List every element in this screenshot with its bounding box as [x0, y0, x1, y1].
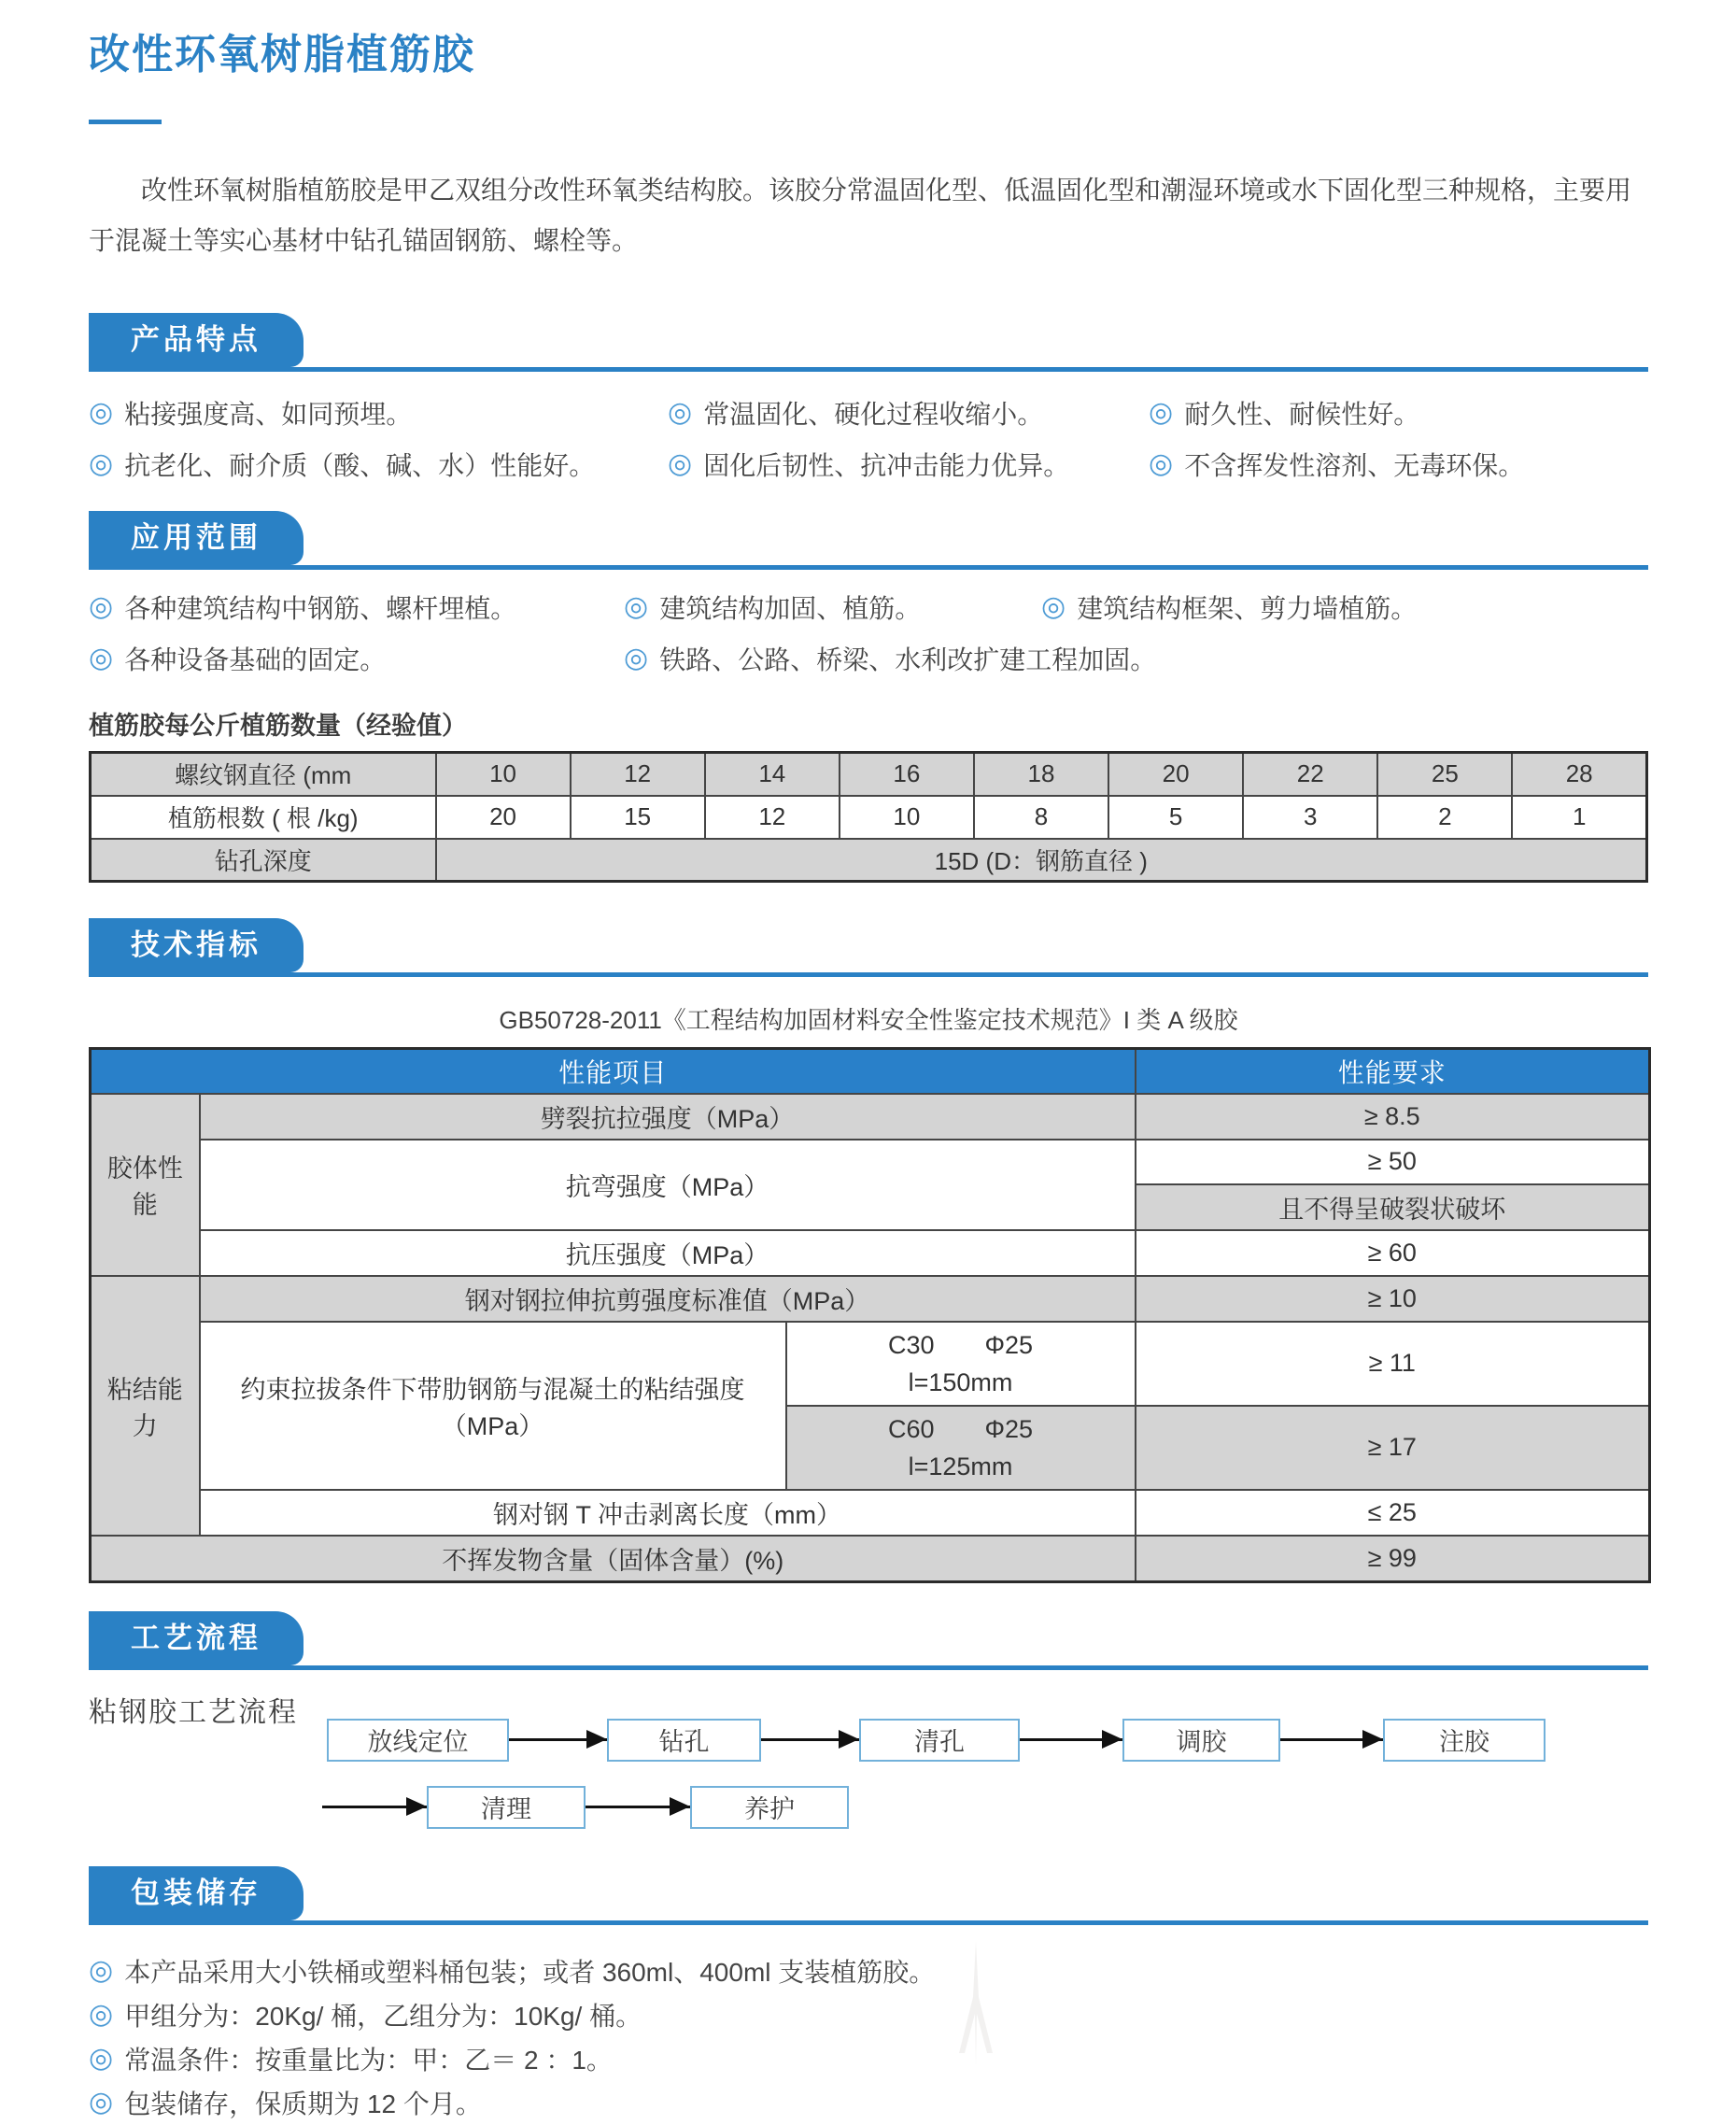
- section-badge-tech: 技术指标: [89, 918, 303, 972]
- storage-text: 包装储存，保质期为 12 个月。: [124, 2090, 482, 2118]
- table-header-row: [91, 1049, 1650, 1094]
- diameter-cell: 16: [840, 753, 974, 796]
- group-cell-bond: 粘结能力: [91, 1276, 200, 1536]
- flow-arrow-icon: [322, 1806, 427, 1808]
- bullseye-bullet-icon: ◎: [89, 1955, 114, 1986]
- count-cell: 1: [1512, 796, 1646, 839]
- table-row: [91, 839, 1647, 882]
- section-badge-storage: 包装储存: [89, 1866, 303, 1920]
- property-cell: 约束拉拔条件下带肋钢筋与混凝土的粘结强度（MPa）: [200, 1322, 786, 1490]
- requirement-cell: ≥ 60: [1136, 1230, 1650, 1276]
- list-item: [89, 2081, 1648, 2125]
- count-cell: 8: [974, 796, 1108, 839]
- diameter-cell: 12: [571, 753, 705, 796]
- property-cell: 抗弯强度（MPa）: [200, 1140, 1136, 1230]
- flow-arrow-icon: [1280, 1738, 1383, 1741]
- bullseye-bullet-icon: ◎: [668, 448, 693, 479]
- features-list: [89, 394, 1648, 483]
- count-cell: 3: [1243, 796, 1377, 839]
- process-flowchart: [89, 1683, 1648, 1840]
- bullseye-bullet-icon: ◎: [89, 448, 114, 479]
- bullseye-bullet-icon: ◎: [89, 591, 114, 622]
- header-item-cell: 性能项目: [91, 1049, 1136, 1094]
- application-text: 建筑结构框架、剪力墙植筋。: [1077, 594, 1418, 623]
- requirement-cell: ≥ 10: [1136, 1276, 1650, 1322]
- section-badge-applications: 应用范围: [89, 511, 303, 565]
- flow-arrow-icon: [509, 1738, 607, 1741]
- bullseye-bullet-icon: ◎: [668, 397, 693, 428]
- row-label-cell: 植筋根数 ( 根 /kg): [91, 796, 436, 839]
- feature-text: 耐久性、耐候性好。: [1184, 400, 1420, 429]
- section-header-storage: [89, 1866, 1648, 1925]
- storage-text: 本产品采用大小铁桶或塑料桶包装；或者 360ml、400ml 支装植筋胶。: [124, 1958, 936, 1987]
- condition-line: C60 Φ25: [887, 1414, 1034, 1443]
- flow-arrow-icon: [586, 1806, 690, 1808]
- diameter-cell: 14: [705, 753, 840, 796]
- list-item: [624, 588, 1041, 626]
- section-header-features: [89, 313, 1648, 372]
- flow-step-box: 放线定位: [327, 1719, 509, 1762]
- bullseye-bullet-icon: ◎: [89, 2087, 114, 2118]
- feature-text: 粘接强度高、如同预埋。: [124, 400, 413, 429]
- table-row: [91, 1276, 1650, 1322]
- list-item: [89, 1949, 1648, 1993]
- bullseye-bullet-icon: ◎: [1149, 397, 1174, 428]
- application-text: 各种设备基础的固定。: [124, 645, 387, 674]
- rebar-table-caption: 植筋胶每公斤植筋数量（经验值）: [89, 712, 467, 740]
- flowchart-subtitle: 粘钢胶工艺流程: [89, 1696, 298, 1728]
- storage-list: [89, 1949, 1648, 2125]
- list-item: [89, 2037, 1648, 2081]
- count-cell: 12: [705, 796, 840, 839]
- property-cell: 钢对钢拉伸抗剪强度标准值（MPa）: [200, 1276, 1136, 1322]
- list-item: [89, 1993, 1648, 2037]
- bullseye-bullet-icon: ◎: [89, 2043, 114, 2074]
- flow-step-box: 清理: [427, 1786, 586, 1829]
- requirement-cell: ≥ 99: [1136, 1536, 1650, 1582]
- property-cell: 劈裂抗拉强度（MPa）: [200, 1094, 1136, 1140]
- flow-arrow-icon: [1020, 1738, 1122, 1741]
- diameter-cell: 20: [1108, 753, 1243, 796]
- list-item: [668, 394, 1149, 432]
- bullseye-bullet-icon: ◎: [89, 1999, 114, 2030]
- applications-list: [89, 588, 1648, 677]
- list-item: [89, 446, 668, 483]
- list-item: [89, 394, 668, 432]
- count-cell: 15: [571, 796, 705, 839]
- table-row: [91, 1230, 1650, 1276]
- tech-spec-table: [89, 1047, 1651, 1583]
- table-row: [91, 796, 1647, 839]
- diameter-cell: 22: [1243, 753, 1377, 796]
- requirement-cell: ≥ 50: [1136, 1140, 1650, 1184]
- section-badge-process: 工艺流程: [89, 1611, 303, 1665]
- list-item: [1041, 588, 1648, 626]
- bullseye-bullet-icon: ◎: [1041, 591, 1066, 622]
- title-underline-dash: [89, 120, 162, 124]
- application-text: 各种建筑结构中钢筋、螺杆埋植。: [124, 594, 517, 623]
- list-item: [1149, 446, 1648, 483]
- diameter-cell: 10: [436, 753, 571, 796]
- count-cell: 10: [840, 796, 974, 839]
- table-row: [91, 1536, 1650, 1582]
- count-cell: 5: [1108, 796, 1243, 839]
- storage-text: 常温条件：按重量比为：甲：乙＝ 2 ：1。: [124, 2046, 613, 2075]
- bullseye-bullet-icon: ◎: [89, 397, 114, 428]
- flow-step-box: 注胶: [1383, 1719, 1545, 1762]
- feature-text: 抗老化、耐介质（酸、碱、水）性能好。: [124, 451, 596, 480]
- page-title: 改性环氧树脂植筋胶: [89, 32, 475, 78]
- feature-text: 不含挥发性溶剂、无毒环保。: [1184, 451, 1525, 480]
- requirement-cell: ≥ 17: [1136, 1406, 1650, 1490]
- property-cell: 不挥发物含量（固体含量）(%): [91, 1536, 1136, 1582]
- condition-line: l=125mm: [908, 1452, 1013, 1480]
- condition-line: l=150mm: [908, 1367, 1013, 1396]
- flow-step-box: 钻孔: [607, 1719, 761, 1762]
- diameter-cell: 28: [1512, 753, 1646, 796]
- bullseye-bullet-icon: ◎: [89, 643, 114, 673]
- intro-paragraph: 改性环氧树脂植筋胶是甲乙双组分改性环氧类结构胶。该胶分常温固化型、低温固化型和潮湿环境或水下固化型三种规格，主要用于混凝土等实心基材中钻孔锚固钢筋、螺栓等。: [89, 176, 1632, 255]
- header-req-cell: 性能要求: [1136, 1049, 1650, 1094]
- application-text: 建筑结构加固、植筋。: [659, 594, 922, 623]
- section-header-tech: [89, 918, 1648, 977]
- row-label-cell: 钻孔深度: [91, 839, 436, 882]
- standard-note: GB50728-2011《工程结构加固材料安全性鉴定技术规范》I 类 A 级胶: [499, 1006, 1238, 1034]
- row-label-cell: 螺纹钢直径 (mm: [91, 753, 436, 796]
- flow-step-box: 养护: [690, 1786, 849, 1829]
- flow-arrow-icon: [761, 1738, 859, 1741]
- requirement-cell: ≥ 11: [1136, 1322, 1650, 1406]
- section-header-applications: [89, 511, 1648, 570]
- bullseye-bullet-icon: ◎: [624, 591, 649, 622]
- flow-step-box: 调胶: [1122, 1719, 1280, 1762]
- table-row: [91, 1140, 1650, 1184]
- list-item: [89, 588, 624, 626]
- feature-text: 常温固化、硬化过程收缩小。: [703, 400, 1044, 429]
- drill-depth-cell: 15D (D：钢筋直径 ): [436, 839, 1647, 882]
- requirement-cell: ≤ 25: [1136, 1490, 1650, 1536]
- requirement-cell: ≥ 8.5: [1136, 1094, 1650, 1140]
- diameter-cell: 18: [974, 753, 1108, 796]
- condition-cell: [786, 1406, 1136, 1490]
- feature-text: 固化后韧性、抗冲击能力优异。: [703, 451, 1070, 480]
- list-item: [1149, 394, 1648, 432]
- application-text: 铁路、公路、桥梁、水利改扩建工程加固。: [659, 645, 1157, 674]
- condition-cell: [786, 1322, 1136, 1406]
- storage-text: 甲组分为：20Kg/ 桶，乙组分为：10Kg/ 桶。: [124, 2002, 642, 2031]
- section-badge-features: 产品特点: [89, 313, 303, 367]
- rebar-quantity-table: [89, 751, 1648, 883]
- property-cell: 抗压强度（MPa）: [200, 1230, 1136, 1276]
- list-item: [668, 446, 1149, 483]
- diameter-cell: 25: [1377, 753, 1512, 796]
- table-row: [91, 1094, 1650, 1140]
- count-cell: 2: [1377, 796, 1512, 839]
- table-row: [91, 753, 1647, 796]
- section-header-process: [89, 1611, 1648, 1670]
- bullseye-bullet-icon: ◎: [624, 643, 649, 673]
- property-cell: 钢对钢 T 冲击剥离长度（mm）: [200, 1490, 1136, 1536]
- group-cell-glue: 胶体性能: [91, 1094, 200, 1276]
- table-row: [91, 1490, 1650, 1536]
- flow-step-box: 清孔: [859, 1719, 1020, 1762]
- requirement-cell: 且不得呈破裂状破坏: [1136, 1184, 1650, 1230]
- list-item: [89, 640, 624, 677]
- list-item: [624, 640, 1157, 677]
- bullseye-bullet-icon: ◎: [1149, 448, 1174, 479]
- condition-line: C30 Φ25: [887, 1330, 1034, 1359]
- table-row: [91, 1322, 1650, 1406]
- count-cell: 20: [436, 796, 571, 839]
